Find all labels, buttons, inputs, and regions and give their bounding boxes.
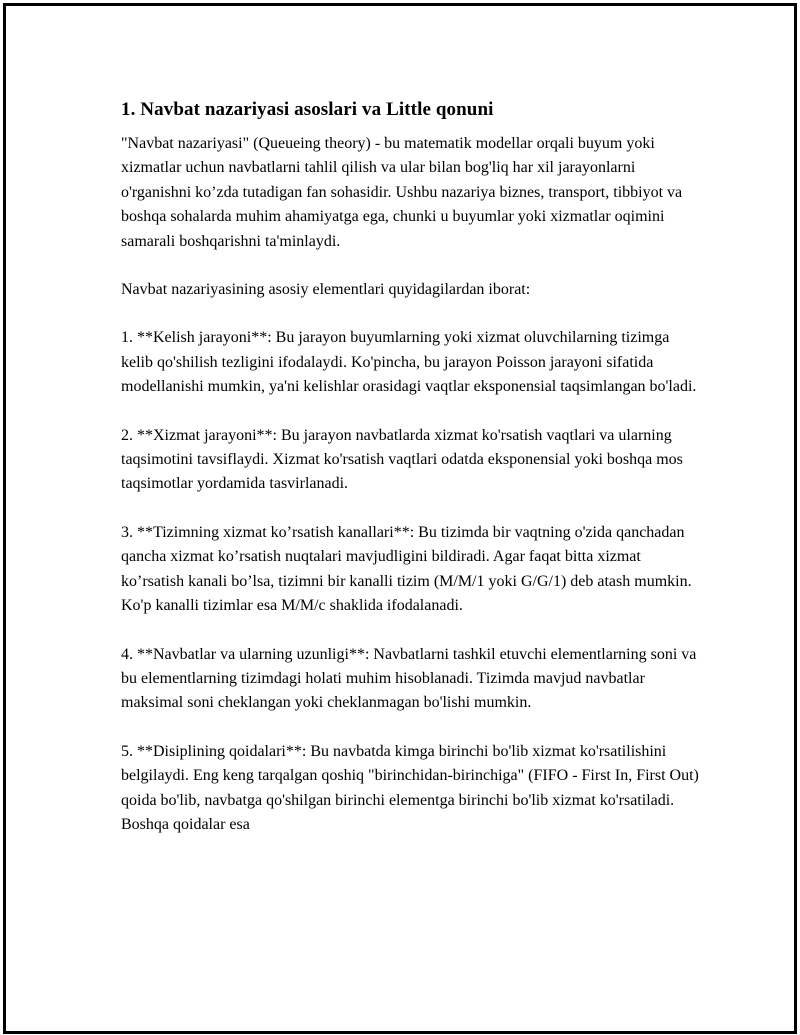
section-heading: 1. Navbat nazariyasi asoslari va Little qonuni (121, 99, 494, 120)
document-body (121, 97, 701, 861)
intro-paragraph: "Navbat nazariyasi" (Queueing theory) - bu matematik modellar orqali buyum yoki xizmatlar uchun navbatlarni tahlil qilish va ular bilan bog'liq har xil jarayonlarni o'rganishni ko’zda tutadigan fan sohasidir. Ushbu nazariya biznes, transport, tibbiyot va boshqa sohalarda muhim ahamiyatga ega, chunki u buyumlar yoki xizmatlar oqimini samarali boshqarishni ta'minlaydi. (121, 135, 683, 250)
service-process-paragraph: 2. **Xizmat jarayoni**: Bu jarayon navbatlarda xizmat ko'rsatish vaqtlari va ularning taqsimotini tavsiflaydi. Xizmat ko'rsatish vaqtlari odatda eksponensial yoki boshqa mos taqsimotlar yordamida tasvirlanadi. (121, 426, 683, 493)
discipline-rules-paragraph: 5. **Disiplining qoidalari**: Bu navbatda kimga birinchi bo'lib xizmat ko'rsatilishini belgilaydi. Eng keng tarqalgan qoshiq "birinchidan-birinchiga" (FIFO - First In, First Out) qoida bo'lib, navbatga qo'shilgan birinchi elementga birinchi bo'lib xizmat ko'rsatiladi. Boshqa qoidalar esa (121, 742, 699, 833)
arrival-process-paragraph: 1. **Kelish jarayoni**: Bu jarayon buyumlarning yoki xizmat oluvchilarning tizimga kelib qo'shilish tezligini ifodalaydi. Ko'pincha, bu jarayon Poisson jarayoni sifatida modellanishi mumkin, ya'ni kelishlar orasidagi vaqtlar eksponensial taqsimlangan bo'ladi. (121, 329, 697, 396)
elements-intro-paragraph: Navbat nazariyasining asosiy elementlari quyidagilardan iborat: (121, 281, 531, 299)
queue-length-paragraph: 4. **Navbatlar va ularning uzunligi**: Navbatlarni tashkil etuvchi elementlarning soni va bu elementlarning tizimdagi holati muhim hisoblanadi. Tizimda mavjud navbatlar maksimal soni cheklangan yoki cheklanmagan bo'lishi mumkin. (121, 645, 697, 712)
service-channels-paragraph: 3. **Tizimning xizmat ko’rsatish kanallari**: Bu tizimda bir vaqtning o'zida qanchadan qancha xizmat ko’rsatish nuqtalari mavjudligini bildiradi. Agar faqat bitta xizmat ko’rsatish kanali bo’lsa, tizimni bir kanalli tizim (M/M/1 yoki G/G/1) deb atash mumkin. Ko'p kanalli tizimlar esa M/M/c shaklida ifodalanadi. (121, 523, 692, 615)
document-page (3, 3, 797, 1034)
